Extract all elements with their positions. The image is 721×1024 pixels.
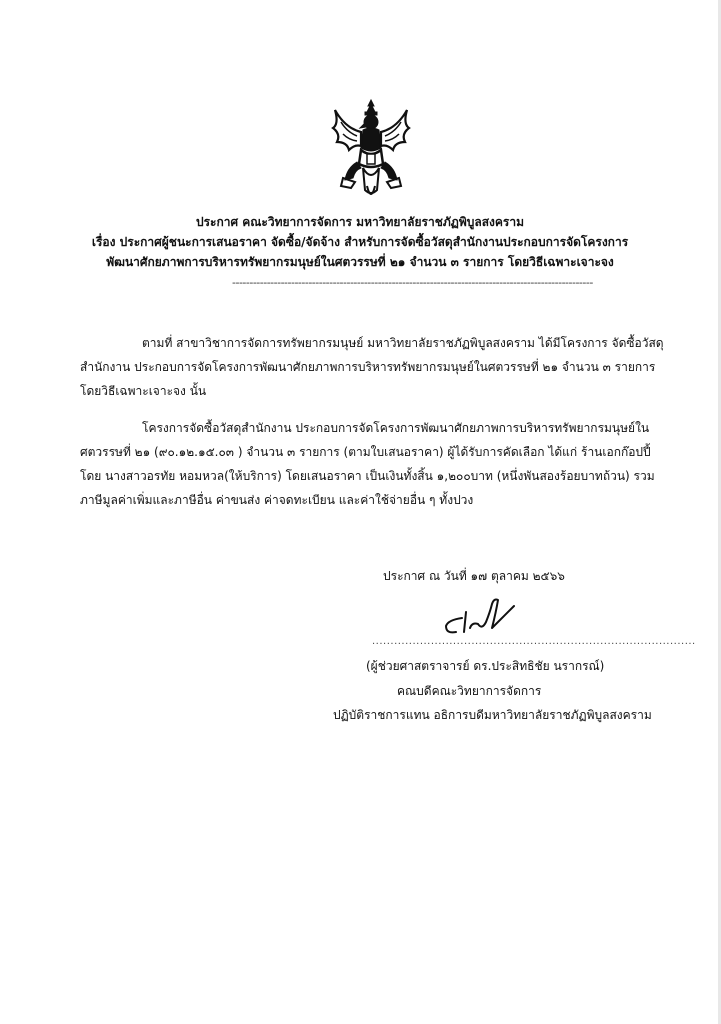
announcement-subject: เรื่อง ประกาศผู้ชนะการเสนอราคา จัดซื้อ/จัดจ้าง สำหรับการจัดซื้อวัสดุสำนักงานประกอบการจัดโครงการ xyxy=(91,235,629,249)
garuda-emblem-icon xyxy=(327,98,415,206)
paragraph1-line2: สำนักงาน ประกอบการจัดโครงการพัฒนาศักยภาพการบริหารทรัพยากรมนุษย์ในศตวรรษที่ ๒๑ จำนวน ๓ รายการ xyxy=(80,360,656,374)
announcement-title: ประกาศ คณะวิทยาการจัดการ มหาวิทยาลัยราชภัฏพิบูลสงคราม xyxy=(195,215,525,229)
paragraph2-line1: โครงการจัดซื้อวัสดุสำนักงาน ประกอบการจัดโครงการพัฒนาศักยภาพการบริหารทรัพยากรมนุษย์ใน xyxy=(142,421,650,435)
paragraph1-line1: ตามที่ สาขาวิชาการจัดการทรัพยากรมนุษย์ มหาวิทยาลัยราชภัฏพิบูลสงคราม ได้มีโครงการ จัดซื้อวัสดุ xyxy=(142,336,664,350)
paragraph2-line3: โดย นางสาวอรทัย หอมหวล(ให้บริการ) โดยเสนอราคา เป็นเงินทั้งสิ้น ๑,๒๐๐บาท (หนึ่งพันสองร้อยบาทถ้วน) รวม xyxy=(80,469,655,483)
signer-name: (ผู้ช่วยศาสตราจารย์ ดร.ประสิทธิชัย นรากรณ์) xyxy=(366,659,605,673)
paragraph2-line4: ภาษีมูลค่าเพิ่มและภาษีอื่น ค่าขนส่ง ค่าจดทะเบียน และค่าใช้จ่ายอื่น ๆ ทั้งปวง xyxy=(80,493,474,507)
announcement-subject-cont: พัฒนาศักยภาพการบริหารทรัพยากรมนุษย์ในศตวรรษที่ ๒๑ จำนวน ๓ รายการ โดยวิธีเฉพาะเจาะจง xyxy=(106,255,614,269)
announcement-date: ประกาศ ณ วันที่ ๑๗ ตุลาคม ๒๕๖๖ xyxy=(383,569,565,583)
handwritten-signature xyxy=(432,592,522,638)
signer-acting-position: ปฏิบัติราชการแทน อธิการบดีมหาวิทยาลัยราชภัฏพิบูลสงคราม xyxy=(333,708,652,722)
separator-line: -------------------------------------------------------------------------------------------------------- xyxy=(232,276,593,289)
paragraph2-line2: ศตวรรษที่ ๒๑ (๙๐.๑๒.๑๕.๐๓ ) จำนวน ๓ รายการ (ตามใบเสนอราคา) ผู้ได้รับการคัดเลือก ได้แก่ ร้านเอกก๊อปปี้ xyxy=(80,445,651,459)
signer-position: คณบดีคณะวิทยาการจัดการ xyxy=(397,684,542,698)
signature-line: ........................................................................................ xyxy=(372,636,696,647)
paragraph1-line3: โดยวิธีเฉพาะเจาะจง นั้น xyxy=(80,384,207,398)
